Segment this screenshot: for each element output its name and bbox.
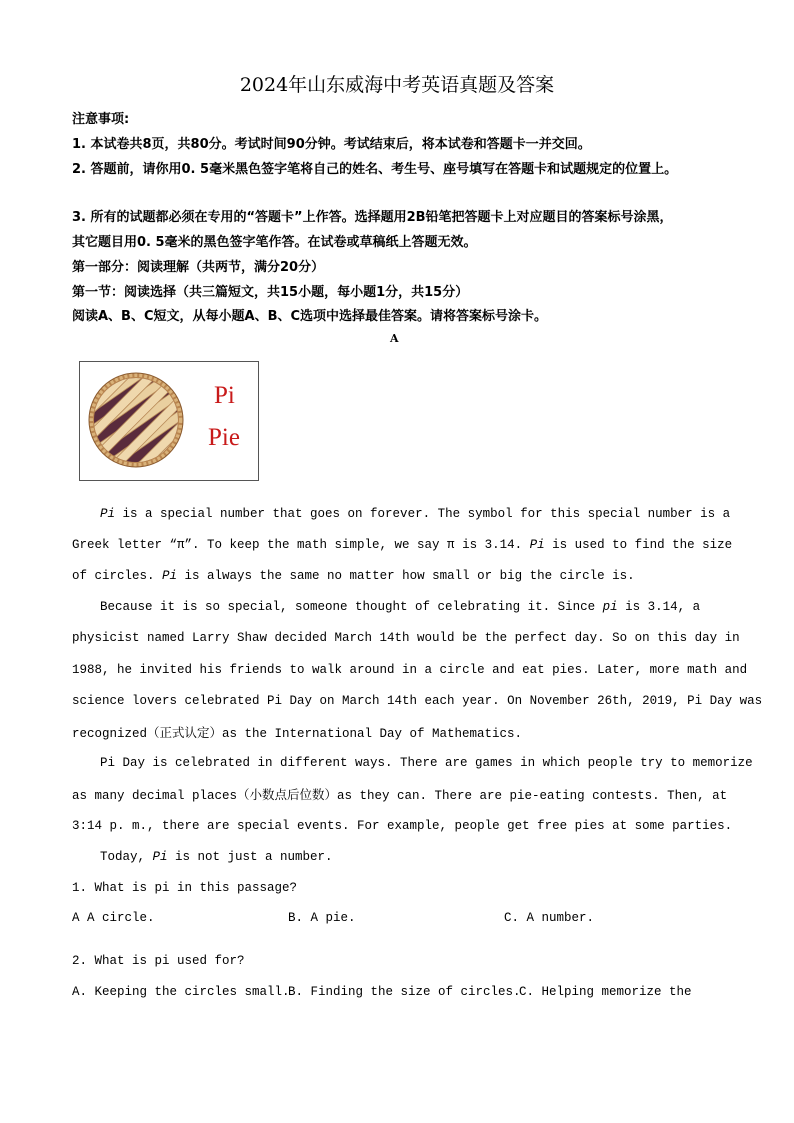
question-1-option-b: B. A pie. [288,911,356,925]
passage-line [100,600,700,614]
passage-line: as many decimal places（小数点后位数）as they can. There are pie-eating contests. Then, at [72,789,728,803]
page-title: 2024年山东威海中考英语真题及答案 [239,74,555,96]
question-1: 1. What is pi in this passage? [72,881,298,895]
italic-term: Pi [162,569,178,583]
passage-line: Pi Day is celebrated in different ways. There are games in which people try to memorize [100,756,753,770]
passage-line: 3:14 p. m., there are special events. For example, people get free pies at some parties. [72,819,733,833]
passage-label: A [390,332,399,345]
question-1-option-a: A A circle. [72,911,155,925]
question-2-option-a: A. Keeping the circles small. [72,985,290,999]
question-1-option-c: C. A number. [504,911,595,925]
passage-line [100,850,333,864]
passage-line [72,538,732,552]
text-run: of circles. [72,569,163,583]
italic-term: Pi [100,507,116,521]
passage-line [100,507,730,521]
reading-instructions: 阅读A、B、C短文，从每小题A、B、C选项中选择最佳答案。请将答案标号涂卡。 [72,309,548,324]
section-1-heading: 第一节：阅读选择（共三篇短文，共15小题，每小题1分，共15分） [72,285,469,300]
notes-heading: 注意事项: [72,112,130,127]
note-3-line-1: 3. 所有的试题都必须在专用的“答题卡”上作答。选择题用2B铅笔把答题卡上对应题目的答案标号涂黑， [72,210,673,225]
text-run: is used to find the size [544,538,733,552]
text-run: is 3.14, a [617,600,701,614]
lattice-pie-icon [86,370,186,470]
text-run: Greek letter “π”. To keep the math simple, we say π is 3.14. [72,538,530,552]
text-run: is always the same no matter how small or big the circle is. [177,569,635,583]
pi-text: Pi [214,382,235,409]
note-2: 2. 答题前，请你用0. 5毫米黑色签字笔将自己的姓名、考生号、座号填写在答题卡和试题规定的位置上。 [72,162,678,177]
passage-line: physicist named Larry Shaw decided March 14th would be the perfect day. So on this day in [72,631,740,645]
italic-term: Pi [529,538,545,552]
passage-line: 1988, he invited his friends to walk around in a circle and eat pies. Later, more math and [72,663,748,677]
text-run: is not just a number. [167,850,333,864]
text-run: is a special number that goes on forever. The symbol for this special number is a [115,507,731,521]
note-3-line-2: 其它题目用0. 5毫米的黑色签字笔作答。在试卷或草稿纸上答题无效。 [72,235,477,250]
italic-term: Pi [152,850,168,864]
passage-line: recognized（正式认定）as the International Day of Mathematics. [72,727,523,741]
question-2-option-c: C. Helping memorize the [519,985,692,999]
passage-line [72,569,635,583]
text-run: Because it is so special, someone thought of celebrating it. Since [100,600,603,614]
text-run: Today, [100,850,153,864]
question-2: 2. What is pi used for? [72,954,245,968]
pie-text: Pie [208,424,240,451]
question-2-option-b: B. Finding the size of circles. [288,985,521,999]
note-1: 1. 本试卷共8页，共80分。考试时间90分钟。考试结束后，将本试卷和答题卡一并交回。 [72,137,591,152]
pi-pie-image [79,361,259,481]
part-1-heading: 第一部分：阅读理解（共两节，满分20分） [72,260,325,275]
passage-line: science lovers celebrated Pi Day on March 14th each year. On November 26th, 2019, Pi Day was [72,694,763,708]
italic-term: pi [602,600,618,614]
